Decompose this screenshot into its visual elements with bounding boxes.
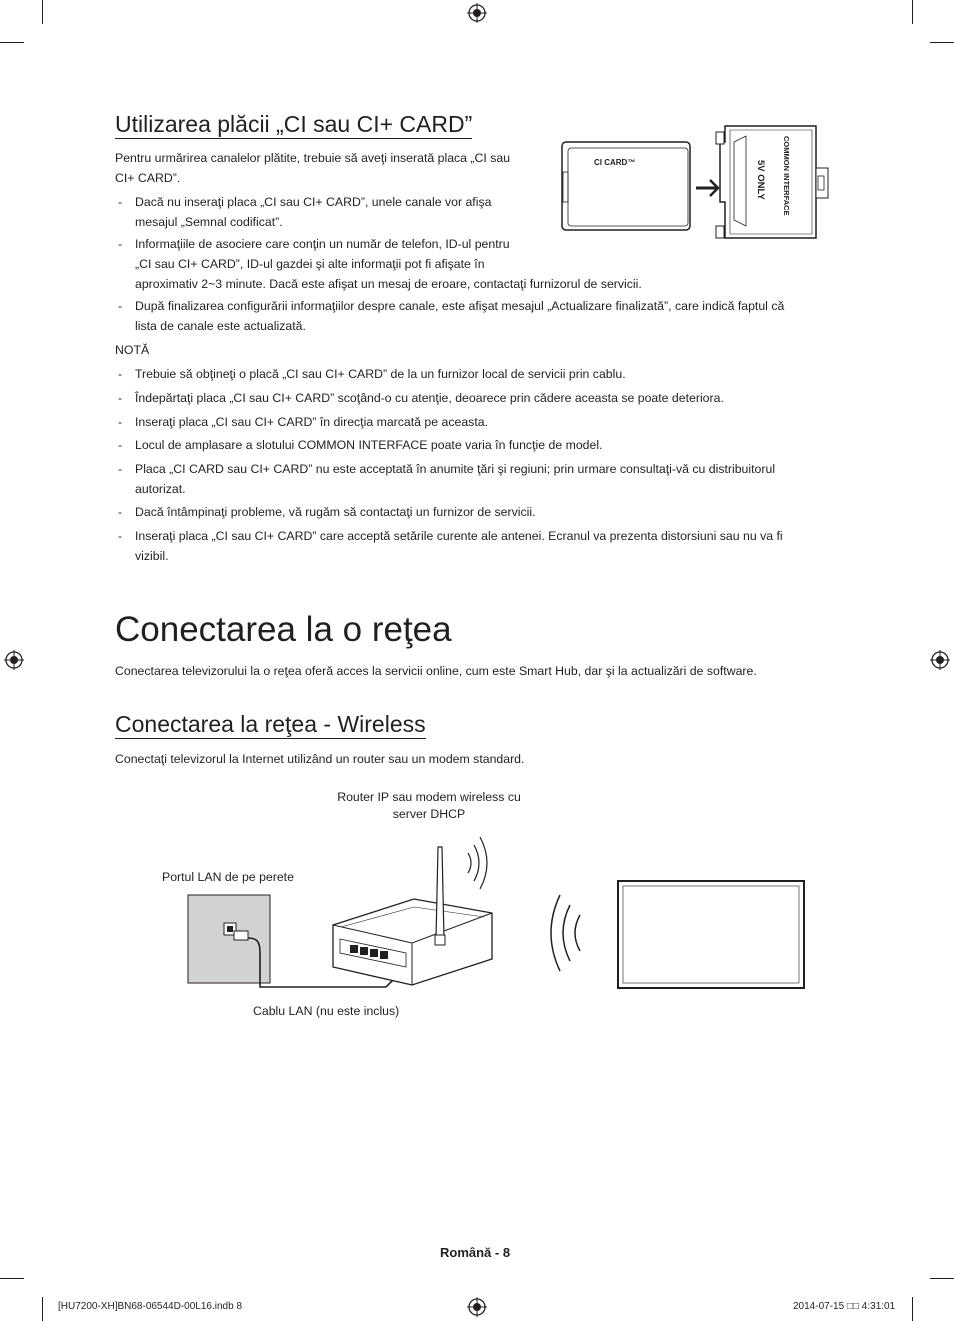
note-line: autorizat. bbox=[135, 482, 186, 496]
note-label: NOTĂ bbox=[115, 343, 150, 357]
network-heading: Conectarea la o reţea bbox=[115, 610, 452, 649]
note-item: - Trebuie să obţineţi o placă „CI sau CI+ CARD” de la un furnizor local de servicii prin cablu. bbox=[115, 364, 835, 384]
note-line: Placa „CI CARD sau CI+ CARD” nu este acceptată în anumite ţări şi regiuni; prin urmare consultaţi-vă cu distribuitorul bbox=[135, 462, 776, 476]
note-text: Îndepărtaţi placa „CI sau CI+ CARD” scoţând-o cu atenţie, deoarece prin cădere aceasta se poate deteriora. bbox=[135, 391, 724, 405]
crop-mark bbox=[42, 1297, 43, 1321]
ci-intro-line: Pentru urmărirea canalelor plătite, trebuie să aveţi inserată placa „CI sau bbox=[115, 151, 511, 165]
bullet-line: Informaţiile de asociere care conţin un număr de telefon, ID-ul pentru bbox=[135, 237, 510, 251]
ci-bullet: - Informaţiile de asociere care conţin un număr de telefon, ID-ul pentru „CI sau CI+ CARD”, ID-ul gazdei şi alte informaţii pot fi afişate în aproximativ 2~3 minute. Dacă este afişat un mesaj de eroare, contactaţi furnizorul de servicii. bbox=[115, 234, 835, 294]
bullet-line: lista de canale este actualizată. bbox=[135, 319, 306, 333]
note-item: - Inseraţi placa „CI sau CI+ CARD” care acceptă setările curente ale antenei. Ecranul va prezenta distorsiuni sau nu va fi vizibil. bbox=[115, 526, 835, 566]
tv bbox=[618, 881, 804, 988]
wall-port-label: Portul LAN de pe perete bbox=[162, 870, 294, 884]
crop-mark bbox=[930, 42, 954, 43]
note-text: Dacă întâmpinaţi probleme, vă rugăm să contactaţi un furnizor de servicii. bbox=[135, 505, 536, 519]
router-label-line: server DHCP bbox=[392, 807, 466, 821]
registration-mark-icon bbox=[930, 650, 950, 670]
crop-mark bbox=[912, 1297, 913, 1321]
registration-mark-icon bbox=[467, 1297, 487, 1317]
bullet-line: „CI sau CI+ CARD”, ID-ul gazdei şi alte informaţii pot fi afişate în bbox=[135, 257, 485, 271]
network-intro: Conectarea televizorului la o reţea oferă acces la servicii online, cum este Smart Hub, dar şi la actualizări de software. bbox=[115, 664, 757, 678]
wall-panel bbox=[188, 895, 270, 983]
note-item: - Dacă întâmpinaţi probleme, vă rugăm să contactaţi un furnizor de servicii. bbox=[115, 502, 835, 522]
ci-intro bbox=[115, 148, 535, 188]
bullet-line: aproximativ 2~3 minute. Dacă este afişat un mesaj de eroare, contactaţi furnizorul de servicii. bbox=[135, 277, 642, 291]
ci-heading: Utilizarea plăcii „CI sau CI+ CARD” bbox=[115, 111, 473, 137]
note-item: - Îndepărtaţi placa „CI sau CI+ CARD” scoţând-o cu atenţie, deoarece prin cădere aceasta se poate deteriora. bbox=[115, 388, 835, 408]
registration-mark-icon bbox=[4, 650, 24, 670]
crop-mark bbox=[0, 42, 24, 43]
router-label-line: Router IP sau modem wireless cu bbox=[337, 790, 521, 804]
bullet-line: După finalizarea configurării informaţiilor despre canale, este afişat mesajul „Actualizare finalizată”, care indică faptul că bbox=[135, 299, 785, 313]
crop-mark bbox=[42, 0, 43, 24]
ci-card-illustration bbox=[560, 122, 850, 250]
page-number: Română - 8 bbox=[440, 1245, 511, 1260]
footer-timestamp: 2014-07-15 □□ 4:31:01 bbox=[793, 1301, 896, 1312]
note-text: Inseraţi placa „CI sau CI+ CARD” în direcţia marcată pe aceasta. bbox=[135, 415, 489, 429]
crop-mark bbox=[912, 0, 913, 24]
ci-intro-line: CI+ CARD”. bbox=[115, 171, 181, 185]
slot-label-common-interface: COMMON INTERFACE bbox=[782, 136, 791, 216]
note-item: - Inseraţi placa „CI sau CI+ CARD” în direcţia marcată pe aceasta. bbox=[115, 412, 835, 432]
bullet-line: Dacă nu inseraţi placa „CI sau CI+ CARD”, unele canale vor afişa bbox=[135, 195, 492, 209]
ci-bullet: - Dacă nu inseraţi placa „CI sau CI+ CARD”, unele canale vor afişa mesajul „Semnal codificat”. bbox=[115, 192, 835, 232]
slot-label-5v-only: 5V ONLY bbox=[755, 160, 766, 200]
arrow-right-icon bbox=[696, 180, 718, 196]
bullet-line: mesajul „Semnal codificat”. bbox=[135, 215, 283, 229]
ci-card-label: CI CARD™ bbox=[594, 158, 636, 167]
wireless-intro: Conectaţi televizorul la Internet utilizând un router sau un modem standard. bbox=[115, 752, 525, 766]
wireless-heading: Conectarea la reţea - Wireless bbox=[115, 711, 426, 737]
wireless-diagram bbox=[180, 835, 810, 995]
note-item: - Locul de amplasare a slotului COMMON INTERFACE poate varia în funcţie de model. bbox=[115, 435, 835, 455]
crop-mark bbox=[930, 1278, 954, 1279]
crop-mark bbox=[0, 1278, 24, 1279]
note-text: Trebuie să obţineţi o placă „CI sau CI+ CARD” de la un furnizor local de servicii prin cablu. bbox=[135, 367, 626, 381]
note-line: vizibil. bbox=[135, 549, 169, 563]
wifi-signal-icon bbox=[468, 837, 487, 889]
note-line: Inseraţi placa „CI sau CI+ CARD” care acceptă setările curente ale antenei. Ecranul va prezenta distorsiuni sau nu va fi bbox=[135, 529, 783, 543]
router bbox=[333, 847, 492, 985]
note-text: Locul de amplasare a slotului COMMON INTERFACE poate varia în funcţie de model. bbox=[135, 438, 603, 452]
common-interface-slot bbox=[716, 126, 828, 238]
registration-mark-icon bbox=[467, 3, 487, 23]
cable-label: Cablu LAN (nu este inclus) bbox=[253, 1004, 400, 1018]
ci-card bbox=[562, 142, 690, 230]
note-item: - Placa „CI CARD sau CI+ CARD” nu este acceptată în anumite ţări şi regiuni; prin urmare consultaţi-vă cu distribuitorul autorizat. bbox=[115, 459, 835, 499]
footer-file-name: [HU7200-XH]BN68-06544D-00L16.indb 8 bbox=[58, 1301, 243, 1312]
router-label bbox=[319, 789, 539, 823]
ci-bullet: - După finalizarea configurării informaţiilor despre canale, este afişat mesajul „Actualizare finalizată”, care indică faptul că lista de canale este actualizată. bbox=[115, 296, 835, 336]
wifi-signal-icon bbox=[551, 895, 580, 971]
